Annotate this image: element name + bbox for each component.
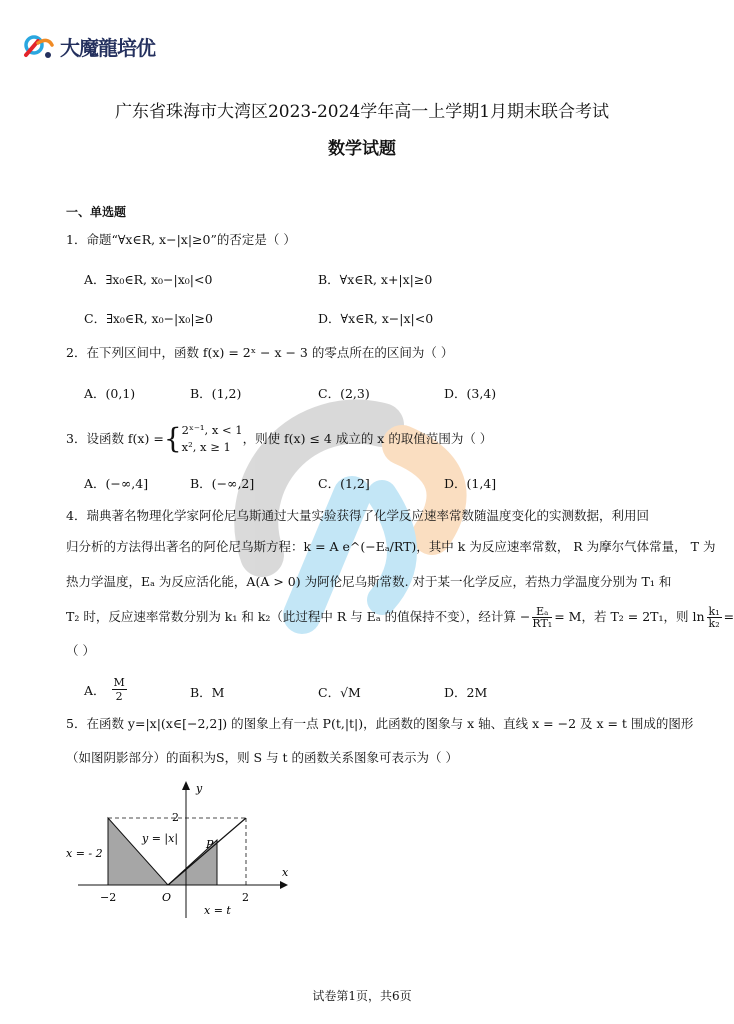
curve-label: y = |x| [142, 832, 179, 845]
q4-option-a-fraction [112, 676, 127, 703]
q1-option-c: C．∃x₀∈R, x₀−|x₀|≥0 [84, 311, 213, 326]
q4-line-3: 热力学温度，Eₐ 为反应活化能，A(A > 0) 为阿伦尼乌斯常数. 对于某一化学反应，若热力学温度分别为 T₁ 和 [66, 574, 672, 589]
q3-stem-prefix: 3．设函数 f(x) = [66, 430, 164, 446]
q3-piecewise [182, 422, 243, 456]
tick-2: 2 [242, 891, 249, 904]
shaded-region-left [108, 818, 168, 885]
y-axis-arrow [182, 781, 190, 790]
page-footer: 试卷第1页，共6页 [312, 989, 412, 1003]
q1-option-d: D．∀x∈R, x−|x|<0 [318, 311, 434, 326]
q3-option-d: D．(1,4] [444, 476, 497, 491]
q4-line-1: 4．瑞典著名物理化学家阿伦尼乌斯通过大量实验获得了化学反应速率常数随温度变化的实测数据，利用回 [66, 508, 649, 523]
q4-line-2-post: ，其中 k 为反应速率常数， R 为摩尔气体常量， T 为 [416, 539, 716, 554]
q2-option-c: C．(2,3) [318, 386, 370, 401]
q4-formula: k = A e^(−Eₐ/RT) [303, 539, 417, 554]
q2-option-d: D．(3,4) [444, 386, 497, 401]
q4-fraction-2-num: k₁ [708, 605, 720, 618]
q4-option-a-den: 2 [115, 690, 123, 703]
q3-case-1: 2ˣ⁻¹, x < 1 [181, 423, 243, 437]
tick-neg-2: −2 [100, 891, 117, 904]
q4-option-d: D．2M [444, 685, 488, 700]
q3-option-c: C．(1,2] [318, 476, 370, 491]
q5-line-1: 5．在函数 y=|x|(x∈[−2,2]) 的图象上有一点 P(t,|t|)，此函数的图象与 x 轴、直线 x = −2 及 x = t 围成的图形 [66, 716, 694, 731]
q3-brace: { [163, 422, 182, 455]
brand-name: 大魔龍培优 [60, 36, 155, 60]
x-axis-label: x [282, 866, 289, 879]
q4-fraction-2 [707, 606, 722, 629]
q2-option-a: A．(0,1) [84, 386, 136, 401]
exam-title: 广东省珠海市大湾区2023-2024学年高一上学期1月期末联合考试 [114, 102, 610, 122]
q5-graph [58, 778, 308, 928]
q4-line-4-pre: T₂ 时，反应速率常数分别为 k₁ 和 k₂（此过程中 R 与 Eₐ 的值保持不变），经计算 − [66, 609, 531, 625]
brand-logo-icon [22, 33, 56, 61]
brand-logo [22, 32, 155, 61]
q4-option-a [84, 676, 127, 703]
line-t-label: x = t [204, 904, 231, 917]
line-left-label: x = - 2 [66, 847, 103, 860]
q3-option-a: A．(−∞,4] [84, 476, 149, 491]
exam-subtitle: 数学试题 [328, 139, 396, 159]
x-axis-arrow [280, 881, 288, 889]
q5-line-2: （如图阴影部分）的面积为S，则 S 与 t 的函数关系图象可表示为（ ） [66, 750, 459, 765]
q3-stem [66, 422, 492, 456]
q2-stem: 2．在下列区间中，函数 f(x) = 2ˣ − x − 3 的零点所在的区间为（ ） [66, 345, 454, 360]
q2-option-b: B．(1,2) [190, 386, 242, 401]
q3-option-b: B．(−∞,2] [190, 476, 255, 491]
section-title: 一、单选题 [66, 205, 127, 219]
q4-option-a-num: M [113, 676, 125, 689]
q4-line-4-mid: = M，若 T₂ = 2T₁，则 ln [554, 609, 705, 625]
y-tick-2: 2 [172, 811, 179, 824]
q4-option-c: C．√M [318, 685, 361, 700]
q4-option-a-label: A． [84, 682, 106, 698]
q4-line-4 [66, 606, 734, 629]
q1-option-b: B．∀x∈R, x+|x|≥0 [318, 272, 433, 287]
y-axis-label: y [196, 782, 203, 795]
q4-line-4-post: = [723, 609, 734, 625]
q1-stem: 1．命题“∀x∈R, x−|x|≥0”的否定是（ ） [66, 232, 296, 247]
q4-fraction-1-den: RT₁ [532, 617, 553, 630]
origin-label: O [162, 891, 172, 904]
q4-fraction-1 [532, 606, 552, 629]
q4-line-2-pre: 归分析的方法得出著名的阿伦尼乌斯方程： [66, 539, 304, 554]
q4-line-2 [66, 541, 715, 554]
q3-stem-suffix: ，则使 f(x) ≤ 4 成立的 x 的取值范围为（ ） [242, 430, 493, 446]
q1-option-a: A．∃x₀∈R, x₀−|x₀|<0 [84, 272, 213, 287]
q3-case-2: x², x ≥ 1 [181, 440, 231, 454]
q4-fraction-1-num: Eₐ [532, 606, 552, 618]
q4-fraction-2-den: k₂ [708, 617, 720, 630]
point-p-label: P [206, 838, 214, 851]
q4-option-b: B．M [190, 685, 225, 700]
q4-line-5: （ ） [66, 643, 95, 658]
